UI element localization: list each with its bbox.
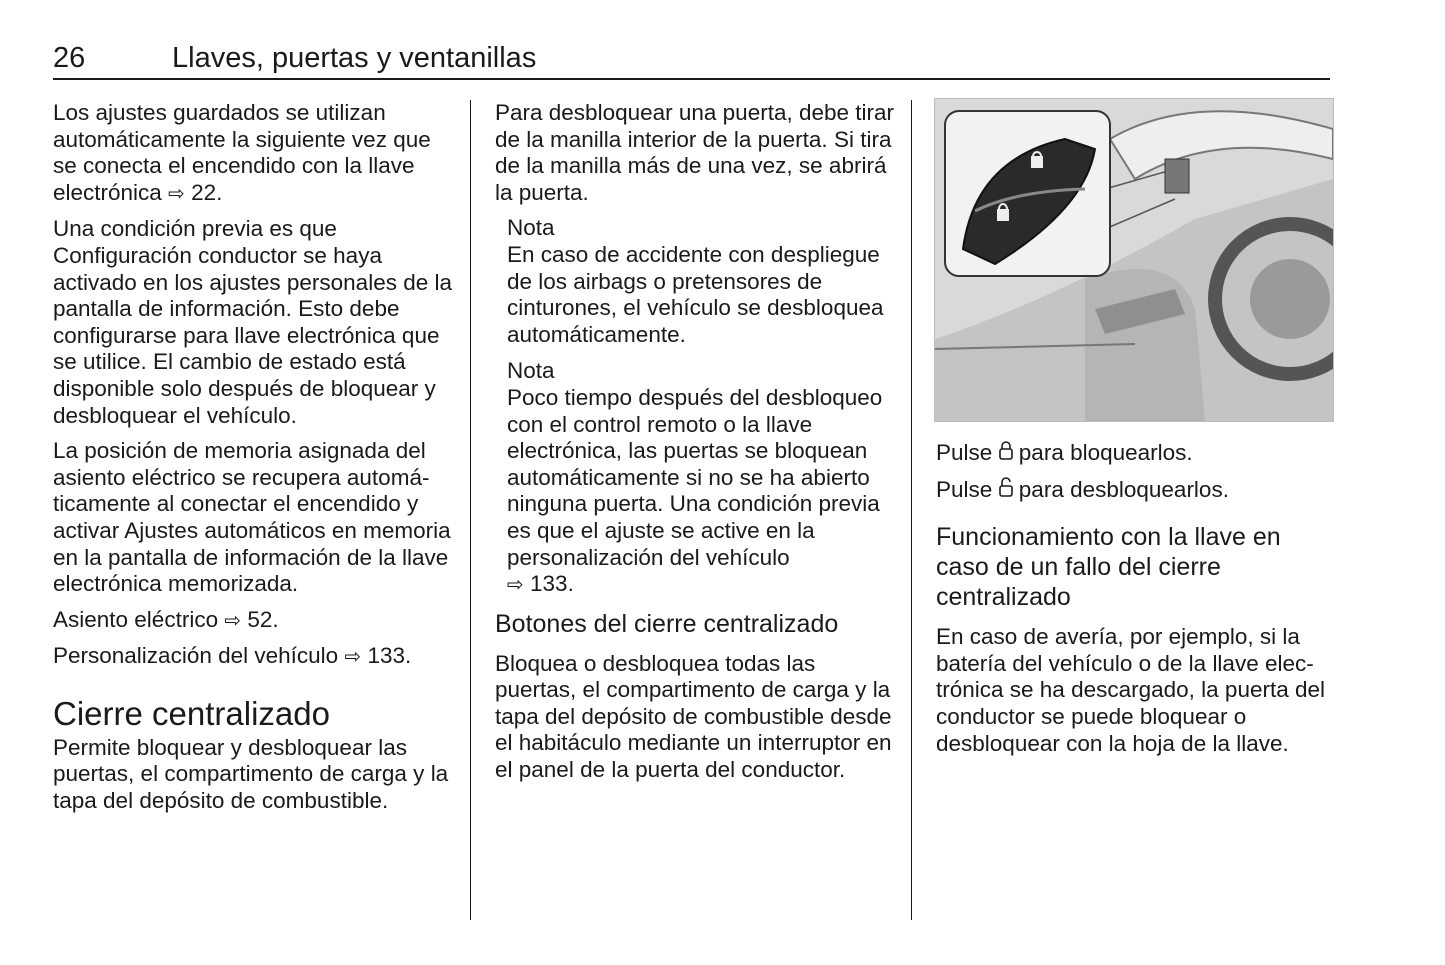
note-text: Poco tiempo después del desbloqueo con el control remoto o la llave electrónica, las puertas se bloquean automáticamente si no se ha abierto ninguna puerta. Una condición previa es que el ajuste se active en la personalización del vehículo xyxy=(507,384,883,570)
subsection-heading: Funcionamiento con la llave en caso de un fallo del cierre centralizado xyxy=(936,523,1281,612)
menu-term: Ajustes automáticos en memoria xyxy=(124,517,451,543)
paragraph: Una condición previa es que Configuración conductor se haya activado en los ajustes personales de la pantalla de información. Esto debe configurarse para llave electrónica que se utilice. El cambio de estado está disponible solo después de bloquear y desbloquear el vehículo. xyxy=(53,216,453,428)
column-middle xyxy=(495,100,895,793)
paragraph: La posición de memoria asignada del asiento eléctrico se recupera automáticamente al conectar el encendido y activar Ajustes automáticos en memoria en la pantalla de información de la llave electrónica memorizada. xyxy=(53,438,451,597)
arrow-ref-icon: ⇨ xyxy=(344,646,362,669)
page-number: 26 xyxy=(53,42,86,74)
subsection-heading: Botones del cierre centralizado xyxy=(495,609,839,638)
note-text: En caso de accidente con despliegue de los airbags o pretensores de cinturones, el vehículo se desbloquea automáticamente. xyxy=(507,241,884,347)
paragraph: Personalización del vehículo ⇨ 133. xyxy=(53,643,412,669)
note-box xyxy=(507,215,895,348)
column-right xyxy=(936,440,1336,766)
page-header xyxy=(53,40,1330,80)
lock-icon xyxy=(999,440,1013,468)
paragraph: Asiento eléctrico ⇨ 52. xyxy=(53,606,279,632)
arrow-ref-icon: ⇨ xyxy=(507,574,524,597)
column-divider xyxy=(911,100,912,920)
paragraph: Los ajustes guardados se utilizan automáticamente la siguiente vez que se conecta el encendido con la llave electrónica ⇨ 22. xyxy=(53,100,431,205)
column-divider xyxy=(470,100,471,920)
note-title: Nota xyxy=(507,358,555,384)
arrow-ref-icon: ⇨ xyxy=(224,609,242,632)
section-heading: Cierre centralizado xyxy=(53,694,330,732)
paragraph: Bloquea o desbloquea todas las puertas, el compartimento de carga y la tapa del depósito de combustible desde el habitáculo mediante un interruptor en el panel de la puerta del conductor. xyxy=(495,650,892,783)
chapter-title: Llaves, puertas y ventanillas xyxy=(172,42,537,74)
arrow-ref-icon: ⇨ xyxy=(168,182,185,205)
unlock-icon xyxy=(999,477,1013,505)
note-title: Nota xyxy=(507,215,555,241)
column-left xyxy=(53,100,453,824)
paragraph: Permite bloquear y desbloquear las puertas, el compartimento de carga y la tapa del depósito de combustible. xyxy=(53,734,449,814)
paragraph: Pulse para desbloquearlos. xyxy=(936,477,1336,505)
note-box: Nota Poco tiempo después del desbloqueo con el control remoto o la llave electrónica, las puertas se bloquean automáticamente si no se ha abierto ninguna puerta. Una condición previa es que el ajuste se active en la personalización del vehículo ⇨ 133. xyxy=(507,358,895,598)
menu-term: Configuración conductor xyxy=(53,242,297,268)
door-lock-switch-illustration xyxy=(934,98,1334,422)
paragraph: Para desbloquear una puerta, debe tirar de la manilla interior de la puerta. Si tira de la manilla más de una vez, se abrirá la puerta. xyxy=(495,100,895,205)
paragraph: Pulse para bloquearlos. xyxy=(936,440,1336,468)
paragraph: En caso de avería, por ejemplo, si la batería del vehículo o de la llave electrónica se ha descargado, la puerta del conductor se puede bloquear o desbloquear con la hoja de la llave. xyxy=(936,624,1326,756)
